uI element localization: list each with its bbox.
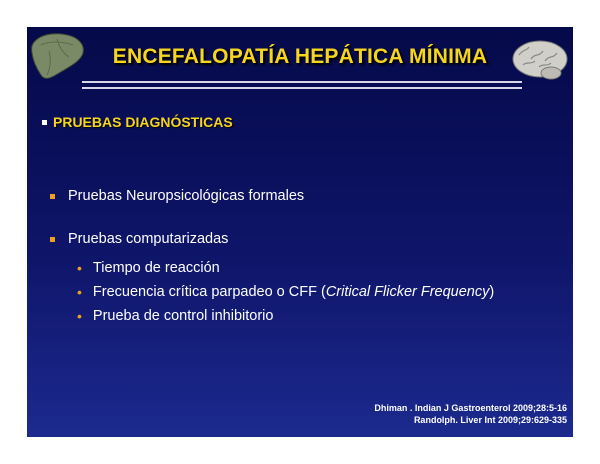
sub-bullet-item [77, 308, 273, 324]
orange-square-bullet-icon [50, 237, 55, 242]
sub-bullet-item [77, 284, 494, 300]
title-divider-top [82, 81, 522, 83]
sub-bullet-text: Tiempo de reacción [92, 260, 220, 276]
section-label: PRUEBAS DIAGNÓSTICAS [53, 114, 233, 130]
bullet-item [50, 231, 228, 247]
sub-bullet-text-prefix: Frecuencia crítica parpadeo o CFF ( [92, 284, 326, 300]
dot-bullet-icon: • [77, 284, 82, 300]
slide [27, 27, 573, 437]
sub-bullet-text-suffix: ) [489, 284, 495, 300]
reference-line: Randolph. Liver Int 2009;29:629-335 [413, 415, 567, 425]
sub-bullet-text-italic: Critical Flicker Frequency [325, 284, 490, 300]
sub-bullet-text: Prueba de control inhibitorio [92, 308, 274, 324]
references [374, 402, 567, 426]
sub-bullet-item [77, 260, 220, 276]
reference-line: Dhiman . Indian J Gastroenterol 2009;28:5-16 [374, 403, 567, 413]
orange-square-bullet-icon [50, 194, 55, 199]
bullet-text: Pruebas Neuropsicológicas formales [68, 188, 305, 204]
section-heading [42, 114, 233, 130]
title-divider-bottom [82, 87, 522, 89]
dot-bullet-icon: • [77, 308, 82, 324]
dot-bullet-icon: • [77, 260, 82, 276]
white-square-bullet-icon [42, 120, 47, 125]
bullet-text: Pruebas computarizadas [68, 231, 229, 247]
slide-title: ENCEFALOPATÍA HEPÁTICA MÍNIMA [112, 45, 488, 68]
bullet-item [50, 188, 304, 204]
